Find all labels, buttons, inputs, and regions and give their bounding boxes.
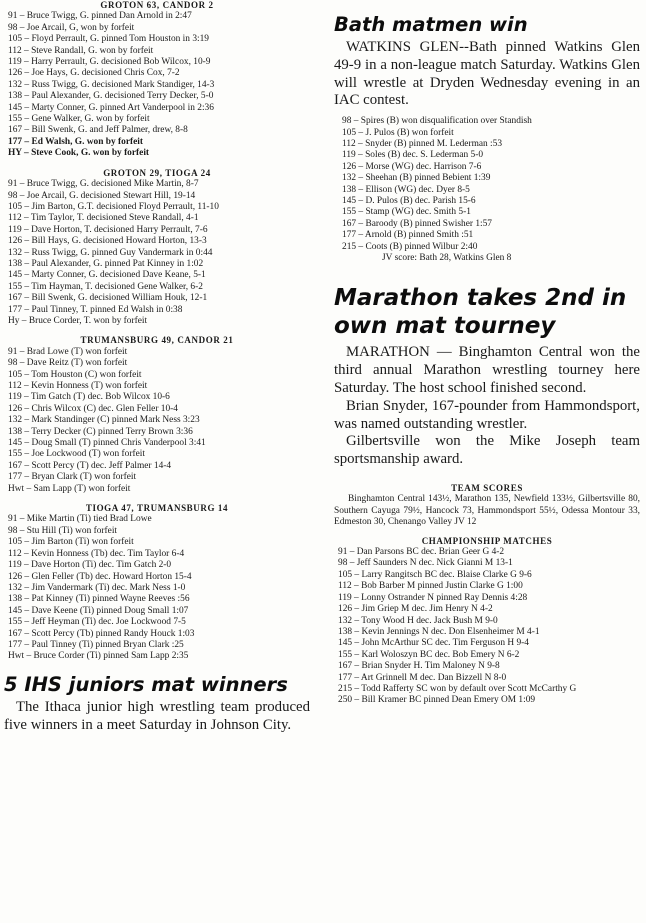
championship-matches [334,536,640,707]
result-line: 167 – Scott Percy (Tb) pinned Randy Houck 1:03 [8,628,195,639]
result-line: 155 – Gene Walker, G. won by forfeit [8,114,150,125]
result-line: 177 – Art Grinnell M dec. Dan Bizzell N 8-0 [338,672,507,683]
trumansburg-candor-results [4,335,310,495]
result-line: 119 – Dave Horton, T. decisioned Harry Perrault, 7-6 [8,224,208,235]
result-line: 145 – John McArthur SC dec. Tim Ferguson H 9-4 [338,638,529,649]
result-line: 145 – Doug Small (T) pinned Chris Vanderpool 3:41 [8,438,206,449]
results-header: GROTON 29, TIOGA 24 [103,167,211,178]
result-line: 145 – Marty Conner, G. pinned Art Vanderpool in 2:36 [8,102,214,113]
jv-score: JV score: Bath 28, Watkins Glen 8 [382,253,512,264]
result-line: 167 – Baroody (B) pinned Swisher 1:57 [342,218,492,229]
result-line: 177 – Arnold (B) pinned Smith :51 [342,230,474,241]
result-line: 126 – Jim Griep M dec. Jim Henry N 4-2 [338,604,493,615]
result-line: 155 – Karl Woloszyn BC dec. Bob Emery N 6-2 [338,649,520,660]
result-line: 126 – Bill Hays, G. decisioned Howard Horton, 13-3 [8,236,207,247]
result-line: 119 – Harry Perrault, G. decisioned Bob Wilcox, 10-9 [8,57,211,68]
result-line: 119 – Soles (B) dec. S. Lederman 5-0 [342,150,484,161]
marathon-paragraph: Gilbertsville won the Mike Joseph team sportsmanship award. [334,433,640,468]
result-line: 91 – Brad Lowe (T) won forfeit [8,346,128,357]
marathon-paragraph: MARATHON — Binghamton Central won the third annual Marathon wrestling tourney here Saturday. The host school finished second. [334,344,640,397]
result-line: 167 – Brian Snyder H. Tim Maloney N 9-8 [338,661,500,672]
result-line: HY – Steve Cook, G. won by forfeit [8,148,150,159]
result-line: 126 – Glen Feller (Tb) dec. Howard Horton 15-4 [8,571,192,582]
result-line: 98 – Joe Arcail, G, won by forfeit [8,22,135,33]
result-line: 105 – Floyd Perrault, G. pinned Tom Houston in 3:19 [8,34,209,45]
result-line: 105 – Tom Houston (C) won forfeit [8,369,142,380]
result-line: 105 – Larry Rangitsch BC dec. Blaise Clarke G 9-6 [338,569,532,580]
result-line: 105 – Jim Barton, G.T. decisioned Floyd Perrault, 11-10 [8,201,219,212]
groton-tioga-results [4,168,310,328]
result-line: 91 – Dan Parsons BC dec. Brian Geer G 4-2 [338,547,505,558]
result-line: 138 – Ellison (WG) dec. Dyer 8-5 [342,184,470,195]
result-line: 112 – Snyder (B) pinned M. Lederman :53 [342,139,503,149]
result-line: 177 – Bryan Clark (T) won forfeit [8,472,137,483]
bath-headline: Bath matmen win [334,13,528,36]
bath-paragraph: WATKINS GLEN--Bath pinned Watkins Glen 49-9 in a non-league match Saturday. Watkins Glen will wrestle at Dryden Wednesday evening in an IAC contest. [334,39,640,109]
result-line: 138 – Paul Alexander, G. decisioned Terry Decker, 5-0 [8,91,214,102]
result-line: 119 – Dave Horton (Ti) dec. Tim Gatch 2-0 [8,560,172,571]
result-line: 98 – Jeff Saunders N dec. Nick Gianni M 13-1 [338,558,513,569]
result-line: 98 – Spires (B) won disqualification over Standish [342,116,532,127]
bath-results [334,116,640,264]
tioga-trumansburg-results [4,503,310,663]
team-scores-header: TEAM SCORES [451,483,523,494]
result-line: 167 – Bill Swenk, G. and Jeff Palmer, drew, 8-8 [8,125,188,136]
result-line: 126 – Joe Hays, G. decisioned Chris Cox, 7-2 [8,68,180,79]
result-line: 126 – Morse (WG) dec. Harrison 7-6 [342,161,482,172]
results-header: TRUMANSBURG 49, CANDOR 21 [80,335,234,346]
result-line: 132 – Mark Standinger (C) pinned Mark Ness 3:23 [8,415,200,426]
result-line: 177 – Paul Tinney, T. pinned Ed Walsh in 0:38 [8,304,183,315]
result-line: 91 – Bruce Twigg, G. pinned Dan Arnold in 2:47 [8,11,192,22]
result-line: 132 – Russ Twigg, G. pinned Guy Vandermark in 0:44 [8,247,213,258]
result-line: 167 – Scott Percy (T) dec. Jeff Palmer 14-4 [8,460,172,471]
result-line: 138 – Paul Alexander, G. pinned Pat Kinney in 1:02 [8,258,204,269]
result-line: Hy – Bruce Corder, T. won by forfeit [8,315,148,326]
right-column [334,0,640,707]
marathon-headline: Marathon takes 2nd in own mat tourney [334,285,627,340]
result-line: Hwt – Sam Lapp (T) won forfeit [8,483,131,494]
result-line: 112 – Steve Randall, G. won by forfeit [8,45,154,56]
championship-header: CHAMPIONSHIP MATCHES [421,535,553,546]
result-line: 145 – D. Pulos (B) dec. Parish 15-6 [342,196,476,207]
result-line: 132 – Jim Vandermark (Ti) dec. Mark Ness 1-0 [8,582,186,593]
result-line: 112 – Tim Taylor, T. decisioned Steve Randall, 4-1 [8,213,199,224]
result-line: 138 – Kevin Jennings N dec. Don Elsenheimer M 4-1 [338,626,540,637]
result-line: 119 – Lonny Ostrander N pinned Ray Dennis 4:28 [338,592,528,603]
result-line: 119 – Tim Gatch (T) dec. Bob Wilcox 10-6 [8,392,170,403]
result-line: 167 – Bill Swenk, G. decisioned William Houk, 12-1 [8,293,208,304]
result-line: 215 – Coots (B) pinned Wilbur 2:40 [342,241,478,252]
result-line: 112 – Kevin Honness (T) won forfeit [8,381,148,391]
ithaca-headline: 5 IHS juniors mat winners [4,672,288,696]
result-line: 145 – Marty Conner, G. decisioned Dave Keane, 5-1 [8,270,206,281]
result-line: 132 – Tony Wood H dec. Jack Bush M 9-0 [338,615,498,626]
result-line: 98 – Stu Hill (Ti) won forfeit [8,525,118,536]
result-line: 98 – Joe Arcail, G. decisioned Stewart Hill, 19-14 [8,190,196,201]
result-line: 91 – Mike Martin (Ti) tied Brad Lowe [8,514,152,525]
left-column [4,0,310,734]
ithaca-paragraph: The Ithaca junior high wrestling team produced five winners in a meet Saturday in Johnson City. [4,698,310,733]
result-line: 105 – Jim Barton (Ti) won forfeit [8,537,134,548]
result-line: Hwt – Bruce Corder (Ti) pinned Sam Lapp 2:35 [8,651,189,662]
result-line: 132 – Sheehan (B) pinned Bebient 1:39 [342,173,491,184]
result-line: 177 – Ed Walsh, G. won by forfeit [8,136,143,147]
result-line: 138 – Terry Decker (C) pinned Terry Brown 3:36 [8,426,193,437]
result-line: 126 – Chris Wilcox (C) dec. Glen Feller 10-4 [8,403,178,414]
result-line: 112 – Bob Barber M pinned Justin Clarke G 1:00 [338,581,523,592]
result-line: 155 – Stamp (WG) dec. Smith 5-1 [342,207,471,218]
result-line: 112 – Kevin Honness (Tb) dec. Tim Taylor 6-4 [8,548,185,559]
result-line: 132 – Russ Twigg, G. decisioned Mark Standiger, 14-3 [8,79,215,90]
results-header: GROTON 63, CANDOR 2 [100,0,214,10]
result-line: 215 – Todd Rafferty SC won by default over Scott McCarthy G [338,683,577,694]
team-scores [334,483,640,529]
result-line: 98 – Dave Reitz (T) won forfeit [8,358,128,369]
result-line: 145 – Dave Keene (Ti) pinned Doug Small 1:07 [8,605,189,616]
result-line: 91 – Bruce Twigg, G. decisioned Mike Martin, 8-7 [8,179,199,190]
result-line: 155 – Jeff Heyman (Ti) dec. Joe Lockwood 7-5 [8,617,186,628]
groton-candor-results [4,0,310,160]
result-line: 177 – Paul Tinney (Ti) pinned Bryan Clark :25 [8,639,184,650]
team-scores-text: Binghamton Central 143½, Marathon 135, Newfield 133½, Gilbertsville 80, Southern Cayuga 79½, Hancock 73, Hammondsport 55½, Odessa Montour 33, Edmeston 30, Chenango Valley JV 12 [334,494,640,528]
results-header: TIOGA 47, TRUMANSBURG 14 [85,503,229,514]
result-line: 105 – J. Pulos (B) won forfeit [342,127,454,138]
result-line: 138 – Pat Kinney (Ti) pinned Wayne Reeves :56 [8,594,190,605]
result-line: 155 – Tim Hayman, T. decisioned Gene Walker, 6-2 [8,281,203,292]
result-line: 155 – Joe Lockwood (T) won forfeit [8,449,145,460]
marathon-paragraph: Brian Snyder, 167-pounder from Hammondsport, was named outstanding wrestler. [334,397,640,432]
result-line: 250 – Bill Kramer BC pinned Dean Emery OM 1:09 [338,695,536,706]
